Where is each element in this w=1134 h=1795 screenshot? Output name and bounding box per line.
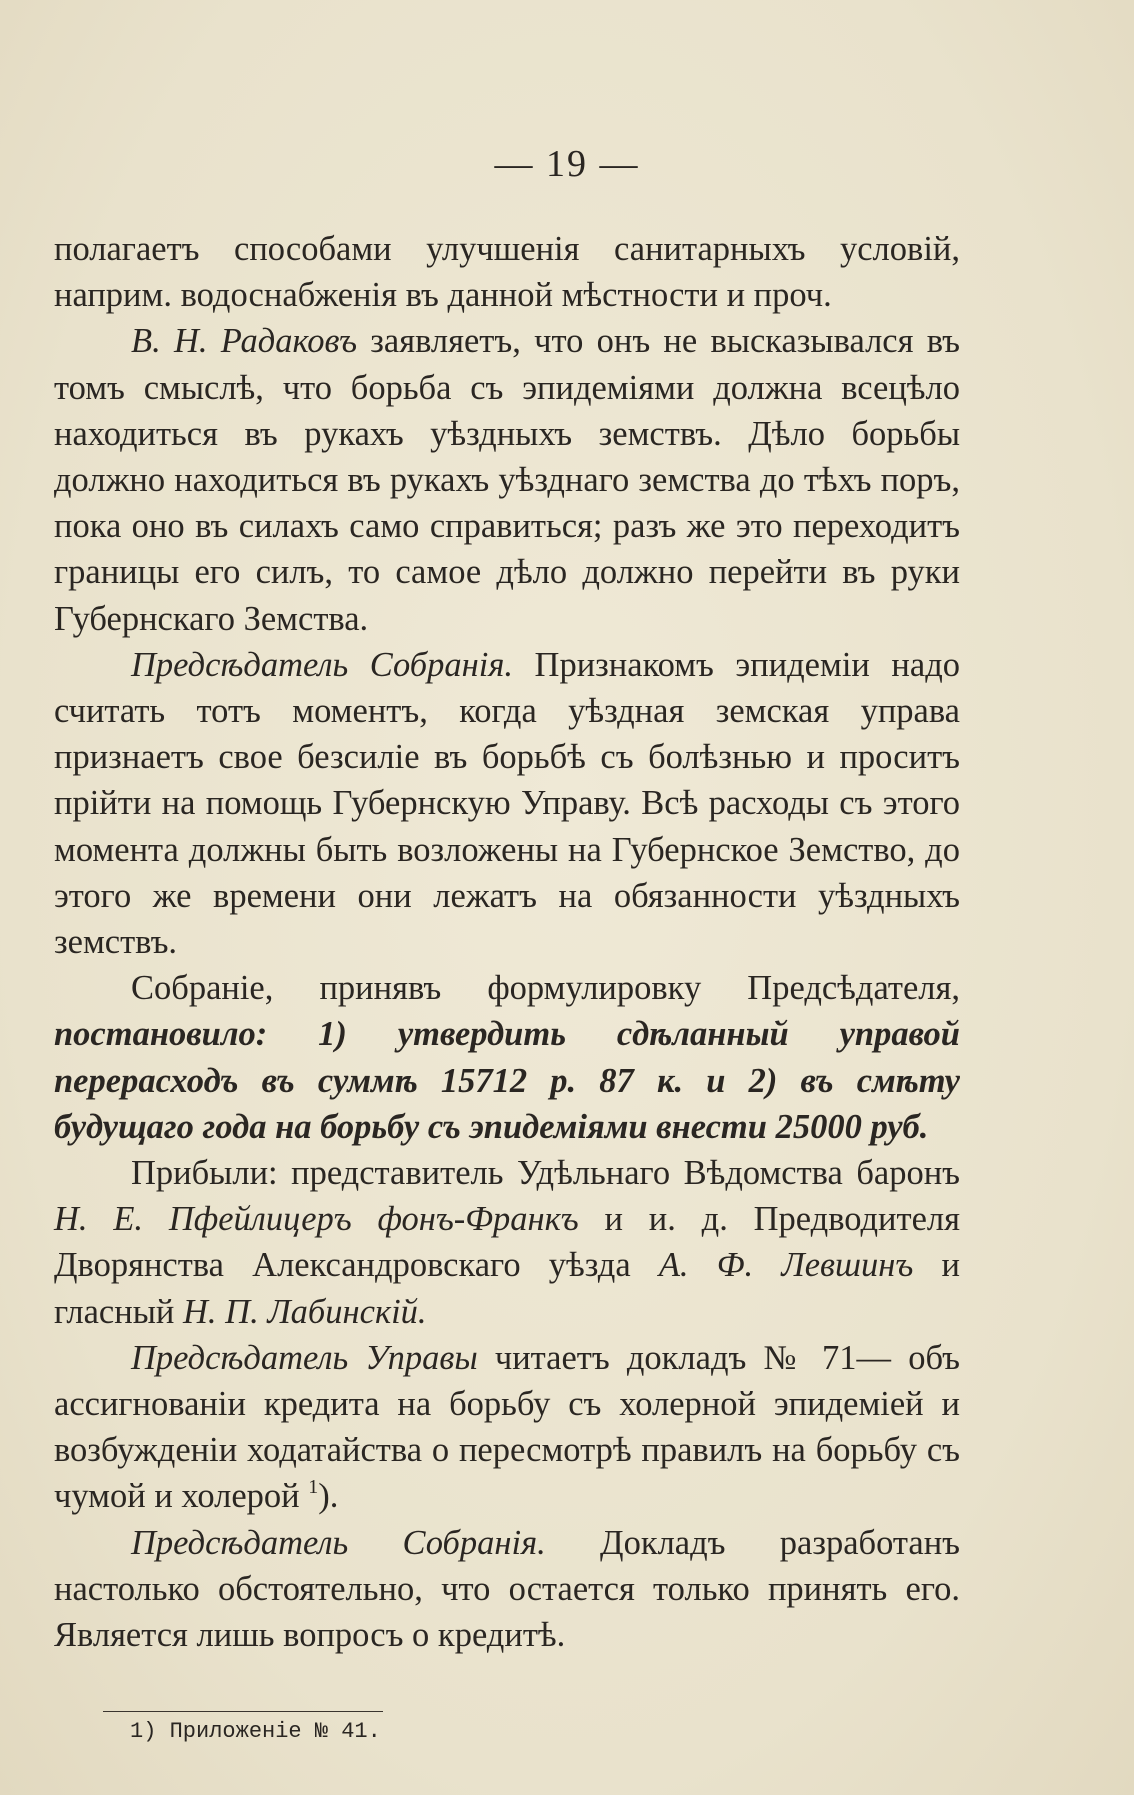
speaker-radakov: В. Н. Радаковъ <box>131 322 357 361</box>
paragraph-5 <box>54 1150 960 1335</box>
page-number: — 19 — <box>494 143 640 185</box>
paragraph-6-text: читаетъ докладъ № 71— объ ассигнованіи кредита на борьбу съ холерной эпидеміей и возбужденіи ходатайства о пересмотрѣ правилъ на борьбу съ чумой и холерой <box>54 1338 960 1516</box>
footnote-reference[interactable]: 1 <box>308 1476 319 1499</box>
paragraph-4 <box>54 965 960 1150</box>
body-text <box>54 226 960 1658</box>
speaker-chairman-board: Предсѣдатель Управы <box>131 1338 478 1377</box>
paragraph-5-text-2: и и. д. Предводителя Дворянства Александровскаго уѣзда <box>54 1200 960 1285</box>
footnote: 1) Приложеніе № 41. <box>130 1719 381 1744</box>
paragraph-6 <box>54 1335 960 1520</box>
name-levshin: А. Ф. Левшинъ <box>658 1246 914 1285</box>
name-pfeilitzer: Н. Е. Пфейлицеръ фонъ-Франкъ <box>54 1200 579 1239</box>
footnote-divider <box>103 1711 383 1712</box>
paragraph-5-text-3: и гласный <box>54 1246 961 1331</box>
paragraph-2-text: заявляетъ, что онъ не высказывался въ томъ смыслѣ, что борьба съ эпидеміями должна всецѣло находиться въ рукахъ уѣздныхъ земствъ. Дѣло борьбы должно находиться въ рукахъ уѣзднаго земства до тѣхъ поръ, пока оно въ силахъ само справиться; разъ же это переходитъ границы его силъ, то самое дѣло должно перейти въ руки Губернскаго Земства. <box>54 322 961 638</box>
name-labinsky: Н. П. Лабинскій. <box>182 1292 427 1331</box>
paragraph-6-end: ). <box>318 1477 339 1516</box>
speaker-chairman-assembly-2: Предсѣдатель Собранія. <box>131 1523 546 1562</box>
paragraph-1-text: полагаетъ способами улучшенія санитарныхъ условій, наприм. водоснабженія въ данной мѣстности и проч. <box>54 230 960 315</box>
paragraph-4-text: Собраніе, принявъ формулировку Предсѣдателя, <box>131 969 960 1008</box>
paragraph-7 <box>54 1520 960 1659</box>
paragraph-1 <box>54 226 960 318</box>
speaker-chairman-assembly: Предсѣдатель Собранія. <box>131 645 514 684</box>
resolution-text: постановило: 1) утвердить сдѣланный управой перерасходъ въ суммѣ 15712 р. 87 к. и 2) въ смѣту будущаго года на борьбу съ эпидеміями внести 25000 руб. <box>54 1015 960 1146</box>
paragraph-3-text: Признакомъ эпидеміи надо считать тотъ моментъ, когда уѣздная земская управа признаетъ свое безсиліе въ борьбѣ съ болѣзнью и проситъ прійти на помощь Губернскую Управу. Всѣ расходы съ этого момента должны быть возложены на Губернское Земство, до этого же времени они лежатъ на обязанности уѣздныхъ земствъ. <box>54 645 960 962</box>
paragraph-5-text-1: Прибыли: представитель Удѣльнаго Вѣдомства баронъ <box>131 1154 960 1193</box>
paragraph-3 <box>54 642 960 965</box>
paragraph-2 <box>54 318 960 641</box>
paragraph-7-text: Докладъ разработанъ настолько обстоятельно, что остается только принять его. Является лишь вопросъ о кредитѣ. <box>54 1523 960 1655</box>
